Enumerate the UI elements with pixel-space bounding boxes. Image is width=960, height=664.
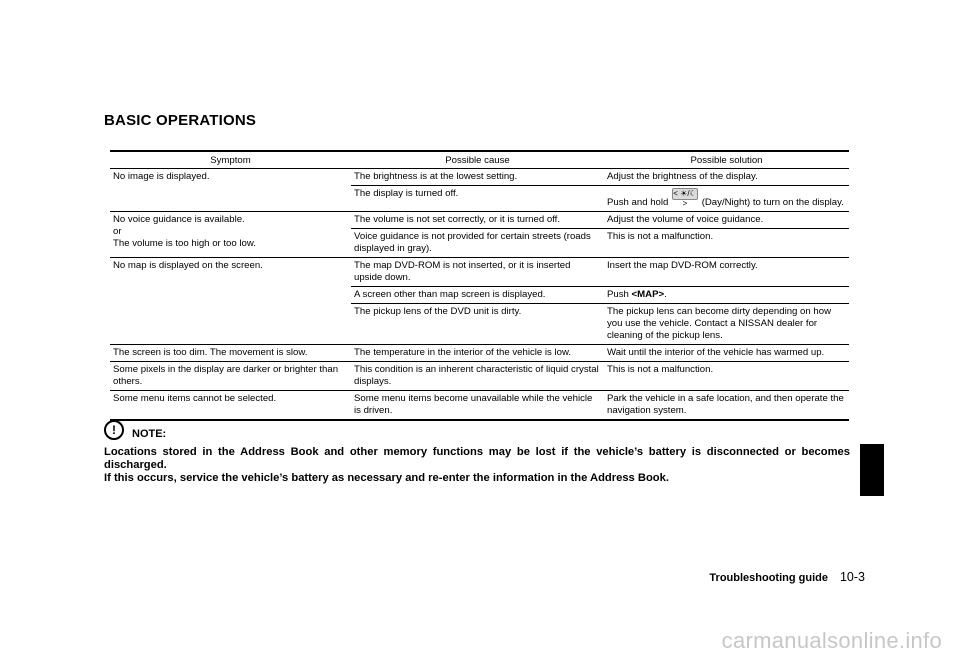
header-cause: Possible cause: [445, 155, 510, 166]
exclamation-icon: !: [104, 420, 124, 440]
note-text: If this occurs, service the vehicle’s battery as necessary and re-enter the information in the Address Book.: [104, 472, 669, 484]
table-row: [110, 362, 849, 391]
symptom-cell: The screen is too dim. The movement is slow.: [110, 345, 351, 362]
solution-cell: Park the vehicle in a safe location, and then operate the navigation system.: [604, 391, 849, 421]
cause-cell: The volume is not set correctly, or it is turned off.: [351, 212, 604, 229]
map-button-label: <MAP>: [631, 289, 665, 300]
solution-cell: This is not a malfunction.: [604, 362, 849, 391]
table-row: [110, 258, 849, 287]
note-text: Locations stored in the Address Book and other memory functions may be lost if the vehicle’s battery is disconnected or becomes discharged.: [104, 446, 850, 471]
symptom-cell: No map is displayed on the screen.: [110, 258, 351, 345]
solution-text-after: (Day/Night) to turn on the display.: [701, 197, 844, 208]
troubleshooting-table: [110, 150, 849, 421]
symptom-line: No voice guidance is available.: [113, 214, 245, 225]
solution-cell: The pickup lens can become dirty depending on how you use the vehicle. Contact a NISSAN dealer for cleaning of the pickup lens.: [604, 304, 849, 345]
cause-cell: Voice guidance is not provided for certain streets (roads displayed in gray).: [351, 229, 604, 258]
header-symptom: Symptom: [210, 155, 251, 166]
solution-cell: Adjust the volume of voice guidance.: [604, 212, 849, 229]
note-header: [104, 420, 850, 440]
cause-cell: Some menu items become unavailable while the vehicle is driven.: [351, 391, 604, 421]
solution-text-before: Push and hold: [607, 197, 669, 208]
table-row: [110, 212, 849, 229]
cause-cell: This condition is an inherent characteristic of liquid crystal displays.: [351, 362, 604, 391]
solution-cell: This is not a malfunction.: [604, 229, 849, 258]
solution-cell: [604, 287, 849, 304]
watermark: carmanualsonline.info: [721, 628, 942, 653]
symptom-line: or: [113, 226, 122, 237]
footer-section-title: Troubleshooting guide: [709, 572, 828, 584]
header-solution: Possible solution: [690, 155, 763, 166]
solution-text-before: Push: [607, 289, 629, 300]
cause-cell: The display is turned off.: [351, 186, 604, 212]
section-heading: BASIC OPERATIONS: [104, 112, 257, 129]
page-number: 10-3: [839, 570, 865, 584]
chapter-thumb-tab: [860, 444, 884, 496]
solution-cell: Adjust the brightness of the display.: [604, 169, 849, 186]
solution-cell: Insert the map DVD-ROM correctly.: [604, 258, 849, 287]
symptom-cell: Some menu items cannot be selected.: [110, 391, 351, 421]
symptom-cell: Some pixels in the display are darker or brighter than others.: [110, 362, 351, 391]
note-block: [104, 420, 850, 485]
solution-cell: Wait until the interior of the vehicle has warmed up.: [604, 345, 849, 362]
symptom-cell: No image is displayed.: [110, 169, 351, 212]
symptom-cell: [110, 212, 351, 258]
table-row: [110, 345, 849, 362]
table-header-row: [110, 151, 849, 169]
cause-cell: A screen other than map screen is displayed.: [351, 287, 604, 304]
cause-cell: The map DVD-ROM is not inserted, or it is inserted upside down.: [351, 258, 604, 287]
page-footer: [709, 570, 865, 584]
cause-cell: The temperature in the interior of the vehicle is low.: [351, 345, 604, 362]
table-row: [110, 169, 849, 186]
solution-cell: [604, 186, 849, 212]
symptom-line: The volume is too high or too low.: [113, 238, 256, 249]
cause-cell: The brightness is at the lowest setting.: [351, 169, 604, 186]
note-title: NOTE:: [132, 428, 167, 440]
day-night-key-icon: < ☀/☾ >: [673, 189, 697, 208]
solution-text-after: .: [664, 289, 667, 300]
cause-cell: The pickup lens of the DVD unit is dirty.: [351, 304, 604, 345]
table-row: [110, 391, 849, 421]
